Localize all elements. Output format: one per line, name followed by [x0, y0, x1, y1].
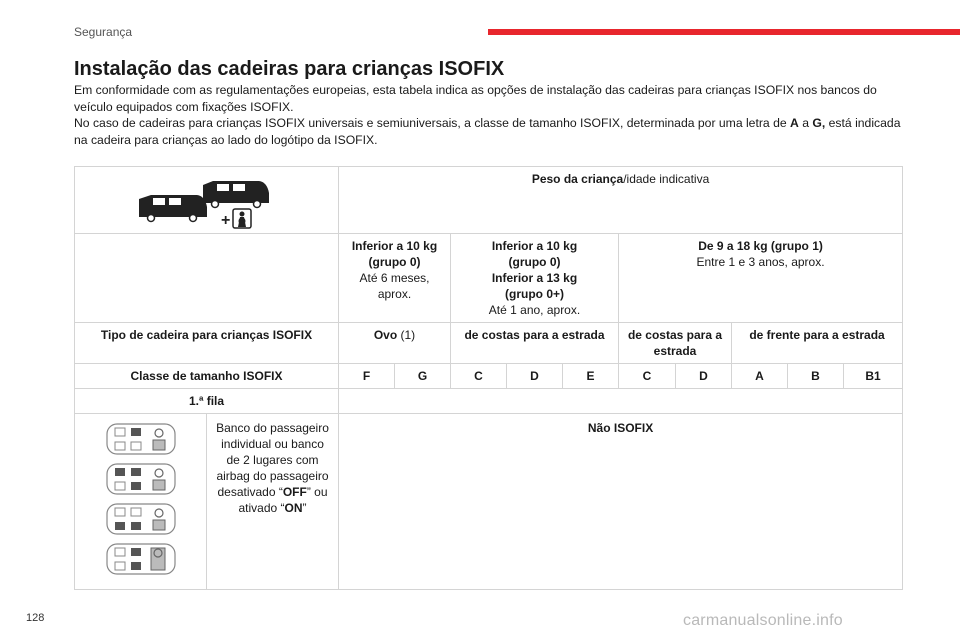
svg-text:+: +	[220, 212, 230, 229]
row1-blank	[339, 389, 903, 414]
size-class: D	[676, 364, 732, 389]
intro-paragraph-2	[74, 116, 900, 147]
group0plus-group-a: (grupo 0)	[508, 255, 561, 269]
group1-cell	[619, 234, 903, 323]
seat-layout-icon	[105, 502, 177, 536]
row-label-first: 1.ª fila	[75, 389, 339, 414]
seat-desc-text: Banco do passageiro individual ou banco de 2 lugares com airbag do passageiro desativado “	[216, 421, 329, 499]
blank-cell	[75, 234, 339, 323]
watermark: carmanualsonline.info	[683, 612, 843, 629]
size-class: B	[788, 364, 844, 389]
group0plus-age: Até 1 ano, aprox.	[488, 303, 581, 317]
intro-text	[74, 82, 904, 148]
intro-p2-post: está indicada na cadeira para crianças ao lado do logótipo da ISOFIX.	[74, 116, 901, 147]
seat-desc-end: ”	[302, 501, 307, 515]
type-rear-facing: de costas para a estrada	[451, 323, 619, 364]
group1-age: Entre 1 e 3 anos, aprox.	[696, 255, 825, 269]
type-ovo-note: (1)	[397, 328, 416, 342]
seat-desc-mid: ” ou ativado “	[238, 485, 328, 515]
seat-diagram-cell	[75, 414, 207, 590]
type-row-label: Tipo de cadeira para crianças ISOFIX	[75, 323, 339, 364]
class-letter-a: A	[790, 116, 799, 131]
isofix-table	[74, 166, 903, 590]
intro-p2-text: No caso de cadeiras para crianças ISOFIX universais e semiuniversais, a classe de tamanho ISOFIX, determinada por uma letra de	[74, 116, 791, 131]
page-title: Instalação das cadeiras para crianças ISOFIX	[74, 58, 505, 80]
type-ovo-cell	[339, 323, 451, 364]
group1-weight: De 9 a 18 kg (grupo 1)	[698, 239, 823, 253]
size-class: C	[619, 364, 676, 389]
seat-layout-icon	[105, 542, 177, 576]
size-class: G	[395, 364, 451, 389]
group0-group: (grupo 0)	[368, 255, 421, 269]
class-row-label: Classe de tamanho ISOFIX	[75, 364, 339, 389]
weight-header	[339, 167, 903, 234]
size-class: E	[563, 364, 619, 389]
seat-layout-icon	[105, 462, 177, 496]
intro-p2-mid: a	[798, 116, 813, 131]
weight-header-bold: Peso da criança	[531, 172, 624, 186]
size-class: B1	[844, 364, 903, 389]
group0-age: Até 6 meses, aprox.	[359, 271, 430, 301]
section-label: Segurança	[74, 25, 133, 39]
type-ovo: Ovo	[373, 328, 398, 342]
class-letter-g: G,	[812, 116, 826, 131]
group0plus-cell	[451, 234, 619, 323]
intro-paragraph-1: Em conformidade com as regulamentações europeias, esta tabela indica as opções de instalação das cadeiras para crianças ISOFIX nos bancos do veículo equipados com fixações ISOFIX.	[74, 83, 877, 114]
group0-cell	[339, 234, 451, 323]
group0plus-weight-a: Inferior a 10 kg	[491, 239, 578, 253]
page-number: 128	[26, 612, 45, 624]
airbag-off-label: OFF	[282, 485, 307, 499]
seat-description-cell	[207, 414, 339, 590]
vehicle-icon-cell	[75, 167, 339, 234]
seat-isofix-value: Não ISOFIX	[339, 414, 903, 590]
type-forward-facing: de frente para a estrada	[732, 323, 903, 364]
section-accent-bar	[488, 29, 960, 35]
airbag-on-label: ON	[284, 501, 303, 515]
group0plus-weight-b: Inferior a 13 kg	[491, 271, 578, 285]
group0plus-group-b: (grupo 0+)	[505, 287, 564, 301]
type-rear-facing-2: de costas para a estrada	[619, 323, 732, 364]
size-class: D	[507, 364, 563, 389]
van-airbag-icon	[137, 177, 277, 229]
size-class: A	[732, 364, 788, 389]
size-class: C	[451, 364, 507, 389]
group0-weight: Inferior a 10 kg	[351, 239, 438, 253]
weight-header-rest: /idade indicativa	[623, 172, 710, 186]
size-class: F	[339, 364, 395, 389]
seat-layout-icon	[105, 422, 177, 456]
